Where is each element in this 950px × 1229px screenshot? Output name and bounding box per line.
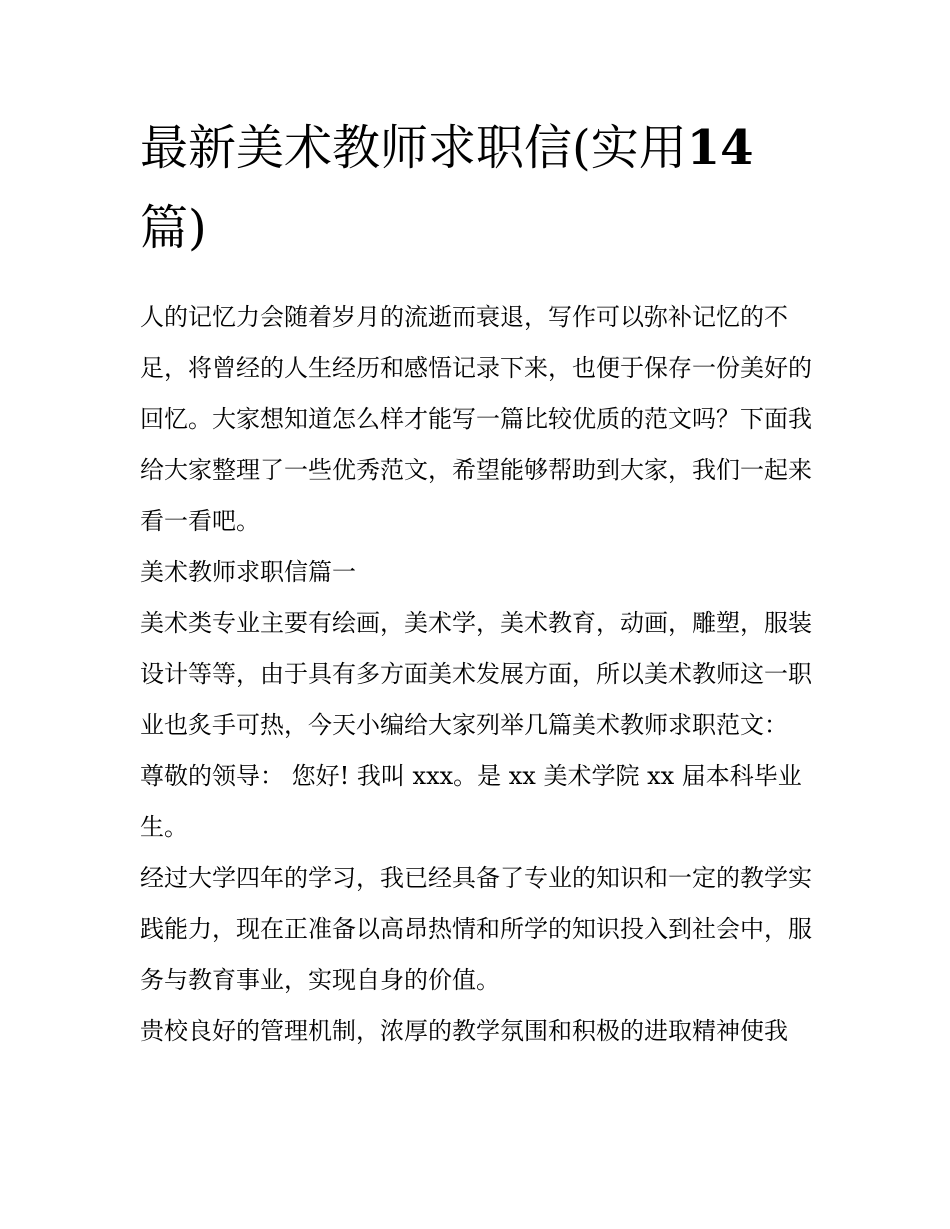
section-heading: 美术教师求职信篇一 <box>140 558 356 586</box>
body-paragraph: 贵校良好的管理机制，浓厚的教学氛围和积极的进取精神使我 <box>140 1017 788 1045</box>
document-title: 最新美术教师求职信(实用14篇) <box>140 120 754 256</box>
intro-paragraph: 人的记忆力会随着岁月的流逝而衰退，写作可以弥补记忆的不足，将曾经的人生经历和感悟记录下来，也便于保存一份美好的回忆。大家想知道怎么样才能写一篇比较优质的范文吗？下面我给大家整理了一些优秀范文，希望能够帮助到大家，我们一起来看一看吧。 <box>140 303 812 535</box>
body-paragraph: 经过大学四年的学习，我已经具备了专业的知识和一定的教学实践能力，现在正准备以高昂热情和所学的知识投入到社会中，服务与教育事业，实现自身的价值。 <box>140 864 812 994</box>
salutation-paragraph: 尊敬的领导： 您好! 我叫 xxx。是 xx 美术学院 xx 届本科毕业生。 <box>140 762 802 841</box>
body-paragraph: 美术类专业主要有绘画，美术学，美术教育，动画，雕塑，服装设计等等，由于具有多方面美术发展方面，所以美术教师这一职业也炙手可热，今天小编给大家列举几篇美术教师求职范文： <box>140 609 812 739</box>
document-body <box>140 292 820 1057</box>
document-page <box>140 108 820 1057</box>
